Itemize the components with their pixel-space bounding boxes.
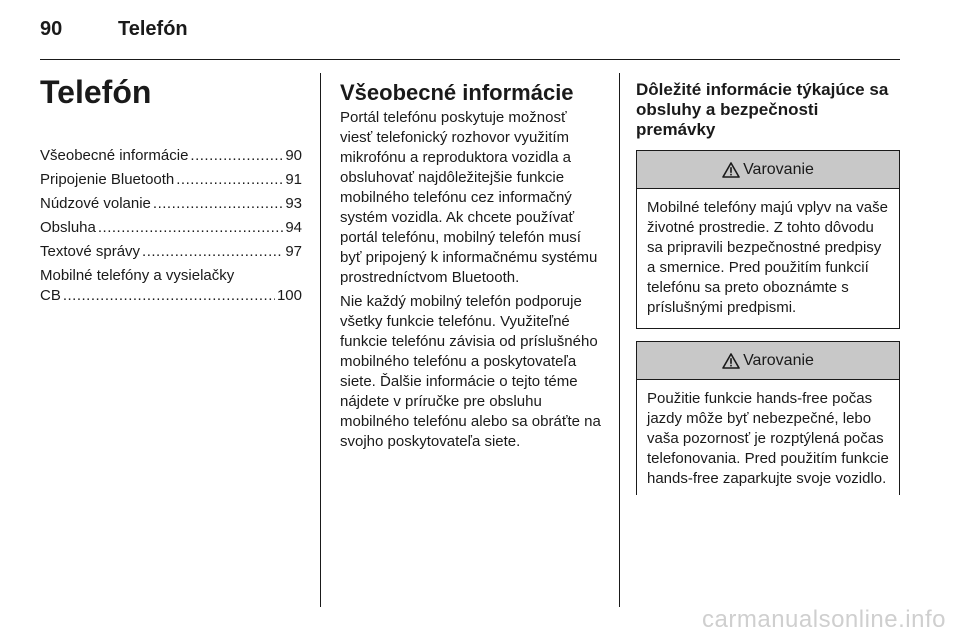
general-info-section [340,80,602,456]
table-of-contents [40,74,302,310]
column-divider-left [320,73,321,607]
warning-triangle-icon [722,353,740,369]
warning-box [636,341,900,495]
warning-label: Varovanie [743,160,814,178]
chapter-title: Telefón [118,18,188,40]
watermark: carmanualsonline.info [702,606,946,633]
toc-entry-label-line1: Mobilné telefóny a vysielačky [40,267,235,284]
toc-entry[interactable] [40,266,302,306]
toc-entry-page: 100 [276,287,302,304]
toc-entry-label: Pripojenie Bluetooth [40,171,175,188]
toc-entry-label-line2: CB [40,287,61,304]
toc-entry[interactable] [40,218,302,238]
toc-entry-page: 90 [285,147,302,164]
warning-box [636,150,900,329]
toc-entry-label: Všeobecné informácie [40,147,189,164]
toc-entry-line2 [40,286,302,306]
toc-entry[interactable] [40,194,302,214]
warning-header [637,151,899,189]
safety-section [636,80,900,495]
toc-entry[interactable] [40,242,302,262]
toc-entry-label: Textové správy [40,243,141,260]
toc-entry[interactable] [40,146,302,166]
toc-leader-dots [98,218,283,238]
toc-entry-label: Núdzové volanie [40,195,151,212]
toc-entry[interactable] [40,170,302,190]
toc-leader-dots [142,242,283,262]
toc-leader-dots [176,170,283,190]
subsection-title: Dôležité informácie týkajúce sa obsluhy a bezpečnosti premávky [636,80,889,139]
toc-entry-page: 97 [285,243,302,260]
toc-entry-page: 94 [285,219,302,236]
warning-header [637,342,899,380]
warning-triangle-icon [722,162,740,178]
toc-leader-dots [190,146,283,166]
toc-entry-label: Obsluha [40,219,96,236]
warning-text: Použitie funkcie hands-free počas jazdy môže byť nebezpečné, lebo vaša pozornosť je rozptýlená počas telefonovania. Pred použitím funkcie hands-free zaparkujte svoje vozidlo. [647,390,889,487]
body-paragraph: Portál telefónu poskytuje možnosť viesť telefonický rozhovor využitím mikrofónu a reproduktora vozidla a obsluhovať najdôležitejšie funkcie mobilného telefónu cez informačný systém vozidla. Ak chcete používať portál telefónu, mobilný telefón musí byť pripojený k informačnému systému prostredníctvom Bluetooth. [340,109,598,286]
column-divider-right [619,73,620,607]
toc-title: Telefón [40,74,152,110]
section-title: Všeobecné informácie [340,80,574,105]
warning-label: Varovanie [743,351,814,369]
header-rule [40,59,900,60]
toc-leader-dots [63,286,275,306]
toc-entry-page: 91 [285,171,302,188]
body-paragraph: Nie každý mobilný telefón podporuje všetky funkcie telefónu. Využiteľné funkcie telefónu závisia od príslušného mobilného telefónu a poskytovateľa siete. Ďalšie informácie o tejto téme nájdete v príručke pre obsluhu mobilného telefónu alebo sa obráťte na svojho poskytovateľa siete. [340,293,601,450]
toc-leader-dots [153,194,283,214]
page-number: 90 [40,18,63,40]
warning-text: Mobilné telefóny majú vplyv na vaše životné prostredie. Z tohto dôvodu sa pripravili bezpečnostné predpisy a smernice. Pred použitím funkcií telefónu sa preto oboznámte s príslušnými predpismi. [647,199,888,316]
toc-entry-page: 93 [285,195,302,212]
